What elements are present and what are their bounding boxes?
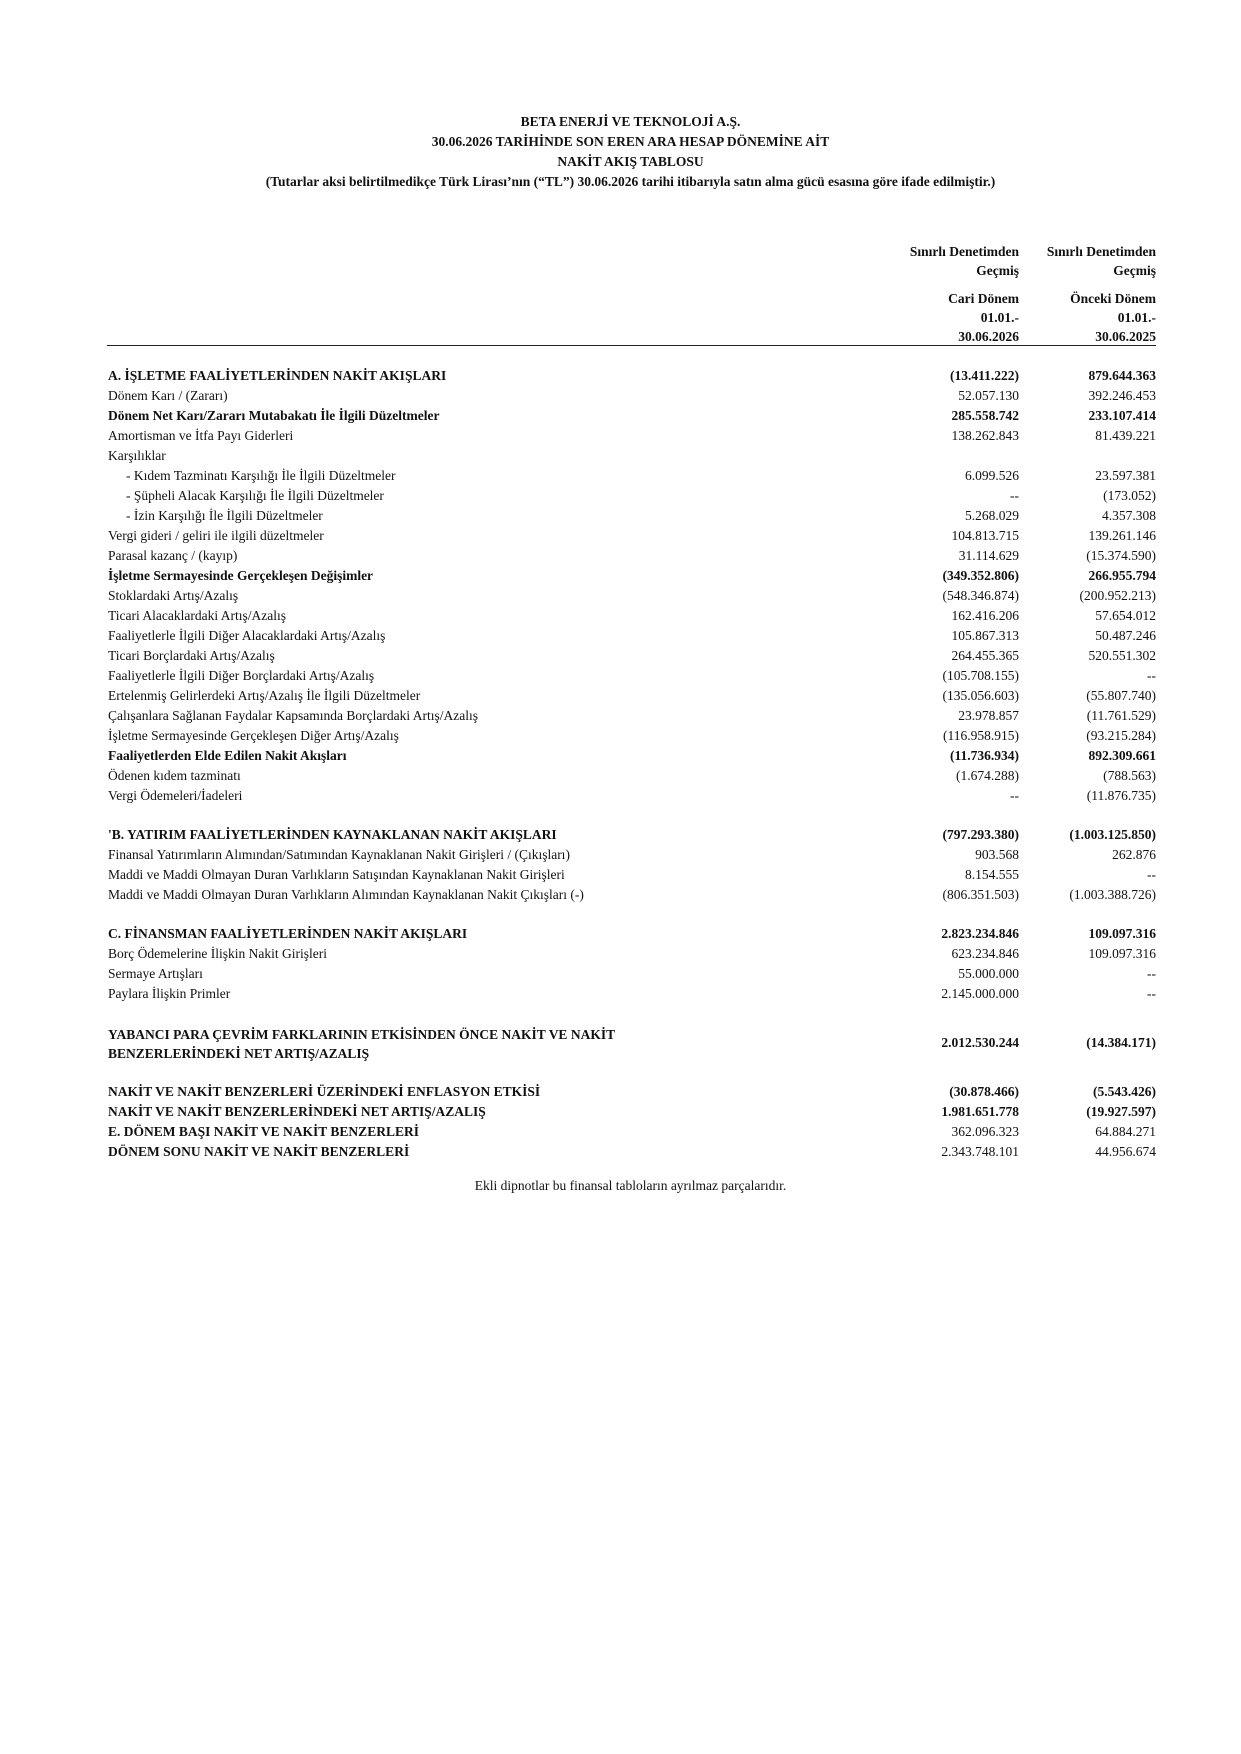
table-row (108, 1082, 1156, 1102)
current-period-value: (135.056.603) (942, 688, 1019, 703)
current-period-value: (797.293.380) (942, 827, 1019, 842)
previous-period-value: 44.956.674 (1095, 1144, 1156, 1159)
table-row (108, 566, 1156, 586)
table-row (108, 984, 1156, 1004)
previous-period-value: 64.884.271 (1095, 1124, 1156, 1139)
row-label: Faaliyetlerle İlgili Diğer Alacaklardaki Artış/Azalış (108, 628, 386, 643)
current-period-value: 105.867.313 (951, 628, 1019, 643)
company-name: BETA ENERJİ VE TEKNOLOJİ A.Ş. (520, 114, 741, 129)
table-row (108, 865, 1156, 885)
table-row (108, 726, 1156, 746)
previous-period-value: (5.543.426) (1093, 1084, 1156, 1099)
table-row (108, 526, 1156, 546)
previous-period-value: (14.384.171) (1086, 1035, 1156, 1050)
current-period-value: (30.878.466) (949, 1084, 1019, 1099)
row-label: C. FİNANSMAN FAALİYETLERİNDEN NAKİT AKIŞLARI (108, 926, 468, 941)
previous-period-value: 23.597.381 (1095, 468, 1156, 483)
previous-period-value: (788.563) (1103, 768, 1156, 783)
document-header (0, 112, 1241, 192)
audit-line-2: Geçmiş (976, 263, 1019, 278)
row-label: İşletme Sermayesinde Gerçekleşen Değişimler (108, 568, 374, 583)
footer-note: Ekli dipnotlar bu finansal tabloların ayrılmaz parçalarıdır. (474, 1178, 787, 1193)
row-label: Vergi gideri / geliri ile ilgili düzeltmeler (108, 528, 324, 543)
current-period-value: 1.981.651.778 (941, 1104, 1019, 1119)
current-period-value: 55.000.000 (958, 966, 1019, 981)
row-label: Faaliyetlerden Elde Edilen Nakit Akışları (108, 748, 347, 763)
previous-period-value: (173.052) (1103, 488, 1156, 503)
previous-period-value: 262.876 (1112, 847, 1156, 862)
row-label: - Şüpheli Alacak Karşılığı İle İlgili Düzeltmeler (126, 488, 384, 503)
current-period-value: (548.346.874) (942, 588, 1019, 603)
table-row (108, 546, 1156, 566)
table-row (108, 944, 1156, 964)
row-label: Paylara İlişkin Primler (108, 986, 231, 1001)
previous-period-value: -- (1147, 966, 1156, 981)
previous-period-value: (1.003.125.850) (1069, 827, 1156, 842)
table-row (108, 666, 1156, 686)
row-label: Parasal kazanç / (kayıp) (108, 548, 238, 563)
row-label: E. DÖNEM BAŞI NAKİT VE NAKİT BENZERLERİ (108, 1124, 419, 1139)
current-period-value: 2.823.234.846 (941, 926, 1019, 941)
previous-period-value: (15.374.590) (1086, 548, 1156, 563)
table-row (108, 746, 1156, 766)
current-period-value: 623.234.846 (951, 946, 1019, 961)
period-start: 01.01.- (980, 310, 1019, 325)
table-row (108, 1142, 1156, 1162)
row-label: Faaliyetlerle İlgili Diğer Borçlardaki Artış/Azalış (108, 668, 375, 683)
previous-period-value: (19.927.597) (1086, 1104, 1156, 1119)
row-label: Maddi ve Maddi Olmayan Duran Varlıkların Satışından Kaynaklanan Nakit Girişleri (108, 867, 565, 882)
row-label: Ticari Borçlardaki Artış/Azalış (108, 648, 275, 663)
previous-period-value: -- (1147, 867, 1156, 882)
previous-period-value: 81.439.221 (1095, 428, 1156, 443)
previous-period-value: 139.261.146 (1088, 528, 1156, 543)
current-period-value: (13.411.222) (950, 368, 1019, 383)
table-row (108, 686, 1156, 706)
period-end: 30.06.2025 (1095, 329, 1156, 344)
table-row (108, 446, 1156, 466)
row-label: Ödenen kıdem tazminatı (108, 768, 241, 783)
row-label: Amortisman ve İtfa Payı Giderleri (108, 428, 294, 443)
table-row (108, 646, 1156, 666)
row-label: 'B. YATIRIM FAALİYETLERİNDEN KAYNAKLANAN NAKİT AKIŞLARI (108, 827, 557, 842)
current-period-value: 2.343.748.101 (941, 1144, 1019, 1159)
table-row (108, 1023, 1156, 1063)
header-divider (107, 345, 1156, 346)
table-row (108, 406, 1156, 426)
current-period-value: (11.736.934) (950, 748, 1019, 763)
table-row (108, 706, 1156, 726)
previous-period-value: (55.807.740) (1086, 688, 1156, 703)
previous-period-value: -- (1147, 986, 1156, 1001)
current-period-value: 104.813.715 (951, 528, 1019, 543)
table-row (108, 1102, 1156, 1122)
current-period-value: (1.674.288) (956, 768, 1019, 783)
table-row (108, 786, 1156, 806)
current-period-value: (116.958.915) (943, 728, 1019, 743)
table-row (108, 366, 1156, 386)
row-label: NAKİT VE NAKİT BENZERLERİNDEKİ NET ARTIŞ/AZALIŞ (108, 1104, 486, 1119)
period-label: Cari Dönem (948, 291, 1019, 306)
previous-period-value: 109.097.316 (1088, 926, 1156, 941)
period-title: 30.06.2026 TARİHİNDE SON EREN ARA HESAP DÖNEMİNE AİT (431, 134, 830, 149)
previous-period-value: -- (1147, 668, 1156, 683)
current-period-value: 362.096.323 (951, 1124, 1019, 1139)
row-label: Ticari Alacaklardaki Artış/Azalış (108, 608, 286, 623)
row-label: DÖNEM SONU NAKİT VE NAKİT BENZERLERİ (108, 1144, 410, 1159)
period-end: 30.06.2026 (958, 329, 1019, 344)
previous-period-value: 392.246.453 (1088, 388, 1156, 403)
row-label: A. İŞLETME FAALİYETLERİNDEN NAKİT AKIŞLARI (108, 368, 447, 383)
previous-period-value: 879.644.363 (1088, 368, 1156, 383)
current-period-value: 264.455.365 (951, 648, 1019, 663)
table-row (108, 626, 1156, 646)
table-row (108, 486, 1156, 506)
row-label: - İzin Karşılığı İle İlgili Düzeltmeler (126, 508, 323, 523)
previous-period-value: (11.761.529) (1086, 708, 1156, 723)
audit-line-1: Sınırlı Denetimden (909, 244, 1019, 259)
previous-period-value: 520.551.302 (1088, 648, 1156, 663)
current-period-value: -- (1010, 488, 1019, 503)
row-label: Maddi ve Maddi Olmayan Duran Varlıkların Alımından Kaynaklanan Nakit Çıkışları (-) (108, 887, 584, 902)
table-row (108, 825, 1156, 845)
current-period-value: 8.154.555 (965, 867, 1019, 882)
column-header-previous (1047, 242, 1156, 346)
current-period-value: 5.268.029 (965, 508, 1019, 523)
table-row (108, 606, 1156, 626)
row-label: Karşılıklar (108, 448, 166, 463)
table-row (108, 466, 1156, 486)
current-period-value: 23.978.857 (958, 708, 1019, 723)
table-row (108, 924, 1156, 944)
previous-period-value: 266.955.794 (1088, 568, 1156, 583)
table-row (108, 845, 1156, 865)
table-row (108, 386, 1156, 406)
cash-flow-table (108, 366, 1156, 1162)
current-period-value: 31.114.629 (958, 548, 1019, 563)
current-period-value: 138.262.843 (951, 428, 1019, 443)
row-label: YABANCI PARA ÇEVRİM FARKLARININ ETKİSİNDEN ÖNCE NAKİT VE NAKİT BENZERLERİNDEKİ NET ARTIŞ/AZALIŞ (108, 1027, 616, 1061)
row-label: Finansal Yatırımların Alımından/Satımından Kaynaklanan Nakit Girişleri / (Çıkışları) (108, 847, 570, 862)
table-row (108, 766, 1156, 786)
period-label: Önceki Dönem (1070, 291, 1156, 306)
statement-title: NAKİT AKIŞ TABLOSU (557, 154, 704, 169)
current-period-value: (349.352.806) (942, 568, 1019, 583)
table-row (108, 506, 1156, 526)
previous-period-value: 4.357.308 (1102, 508, 1156, 523)
previous-period-value: 109.097.316 (1088, 946, 1156, 961)
row-label: Dönem Karı / (Zararı) (108, 388, 228, 403)
current-period-value: -- (1010, 788, 1019, 803)
previous-period-value: (200.952.213) (1079, 588, 1156, 603)
previous-period-value: 57.654.012 (1095, 608, 1156, 623)
current-period-value: 2.012.530.244 (941, 1035, 1019, 1050)
previous-period-value: 233.107.414 (1088, 408, 1156, 423)
current-period-value: 162.416.206 (951, 608, 1019, 623)
table-row (108, 885, 1156, 905)
current-period-value: 52.057.130 (958, 388, 1019, 403)
previous-period-value: (1.003.388.726) (1069, 887, 1156, 902)
current-period-value: 2.145.000.000 (941, 986, 1019, 1001)
row-label: Vergi Ödemeleri/İadeleri (108, 788, 243, 803)
row-label: Çalışanlara Sağlanan Faydalar Kapsamında Borçlardaki Artış/Azalış (108, 708, 479, 723)
row-label: Sermaye Artışları (108, 966, 203, 981)
table-row (108, 586, 1156, 606)
current-period-value: 6.099.526 (965, 468, 1019, 483)
row-label: NAKİT VE NAKİT BENZERLERİ ÜZERİNDEKİ ENFLASYON ETKİSİ (108, 1084, 541, 1099)
row-label: Ertelenmiş Gelirlerdeki Artış/Azalış İle İlgili Düzeltmeler (108, 688, 421, 703)
current-period-value: 903.568 (975, 847, 1019, 862)
row-label: - Kıdem Tazminatı Karşılığı İle İlgili Düzeltmeler (126, 468, 396, 483)
row-label: İşletme Sermayesinde Gerçekleşen Diğer Artış/Azalış (108, 728, 399, 743)
current-period-value: (806.351.503) (942, 887, 1019, 902)
period-start: 01.01.- (1117, 310, 1156, 325)
currency-note: (Tutarlar aksi belirtilmedikçe Türk Lirası’nın (“TL”) 30.06.2026 tarihi itibarıyla satın alma gücü esasına göre ifade edilmiştir.) (265, 174, 996, 189)
previous-period-value: 50.487.246 (1095, 628, 1156, 643)
table-row (108, 1122, 1156, 1142)
audit-line-2: Geçmiş (1113, 263, 1156, 278)
audit-line-1: Sınırlı Denetimden (1046, 244, 1156, 259)
row-label: Dönem Net Karı/Zararı Mutabakatı İle İlgili Düzeltmeler (108, 408, 440, 423)
current-period-value: 285.558.742 (951, 408, 1019, 423)
row-label: Borç Ödemelerine İlişkin Nakit Girişleri (108, 946, 327, 961)
column-header-current (910, 242, 1019, 346)
row-label: Stoklardaki Artış/Azalış (108, 588, 239, 603)
table-row (108, 964, 1156, 984)
previous-period-value: (93.215.284) (1086, 728, 1156, 743)
table-row (108, 426, 1156, 446)
previous-period-value: (11.876.735) (1086, 788, 1156, 803)
current-period-value: (105.708.155) (942, 668, 1019, 683)
previous-period-value: 892.309.661 (1088, 748, 1156, 763)
